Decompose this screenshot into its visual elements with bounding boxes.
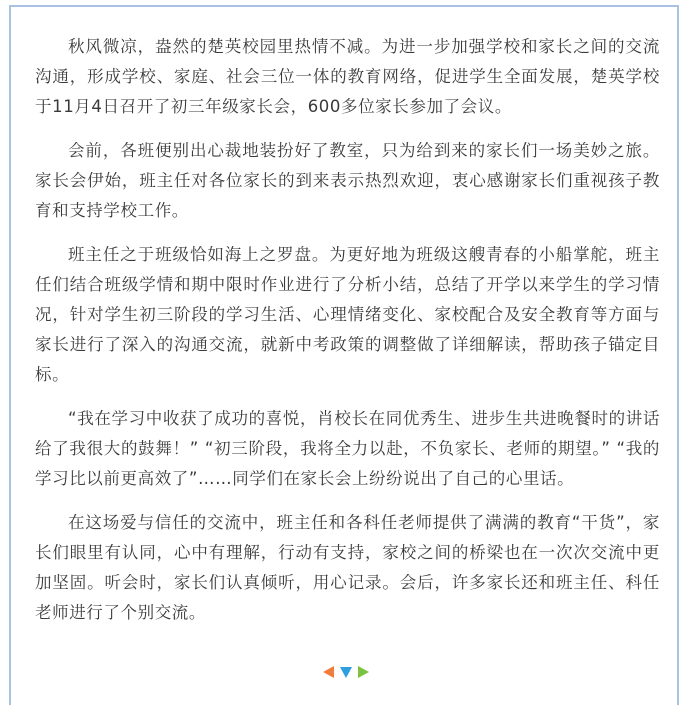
- triangle-right-icon: [358, 666, 369, 678]
- triangle-left-shape: [323, 666, 334, 678]
- paragraph-student-quotes: “我在学习中收获了成功的喜悦，肖校长在同优秀生、进步生共进晚餐时的讲话给了我很大的鼓舞！” “初三阶段，我将全力以赴，不负家长、老师的期望。” “我的学习比以前更高效了”……同学们在家长会上纷纷说出了自己的心里话。: [35, 409, 660, 488]
- triangle-down-shape: [340, 667, 352, 678]
- paragraph-conclusion: 在这场爱与信任的交流中，班主任和各科任老师提供了满满的教育“干货”，家长们眼里有认同，心中有理解，行动有支持，家校之间的桥梁也在一次次交流中更加坚固。听会时，家长们认真倾听，用心记录。会后，许多家长还和班主任、科任老师进行了个别交流。: [35, 513, 660, 622]
- paragraph-teachers: 班主任之于班级恰如海上之罗盘。为更好地为班级这艘青春的小船掌舵，班主任们结合班级学情和期中限时作业进行了分析小结，总结了开学以来学生的学习情况，针对学生初三阶段的学习生活、心理情绪变化、家校配合及安全教育等方面与家长进行了深入的沟通交流，就新中考政策的调整做了详细解读，帮助孩子锚定目标。: [35, 245, 660, 384]
- article-body: [35, 32, 660, 642]
- paragraph-preparation: 会前，各班便别出心裁地装扮好了教室，只为给到来的家长们一场美妙之旅。家长会伊始，班主任对各位家长的到来表示热烈欢迎，衷心感谢家长们重视孩子教育和支持学校工作。: [35, 141, 660, 220]
- decorative-arrows: [323, 665, 369, 679]
- triangle-down-icon: [340, 667, 352, 678]
- paragraph-intro: 秋风微凉，盎然的楚英校园里热情不减。为进一步加强学校和家长之间的交流沟通，形成学校、家庭、社会三位一体的教育网络，促进学生全面发展，楚英学校于11月4日召开了初三年级家长会，600多位家长参加了会议。: [35, 37, 660, 116]
- triangle-right-shape: [358, 666, 369, 678]
- triangle-left-icon: [323, 666, 334, 678]
